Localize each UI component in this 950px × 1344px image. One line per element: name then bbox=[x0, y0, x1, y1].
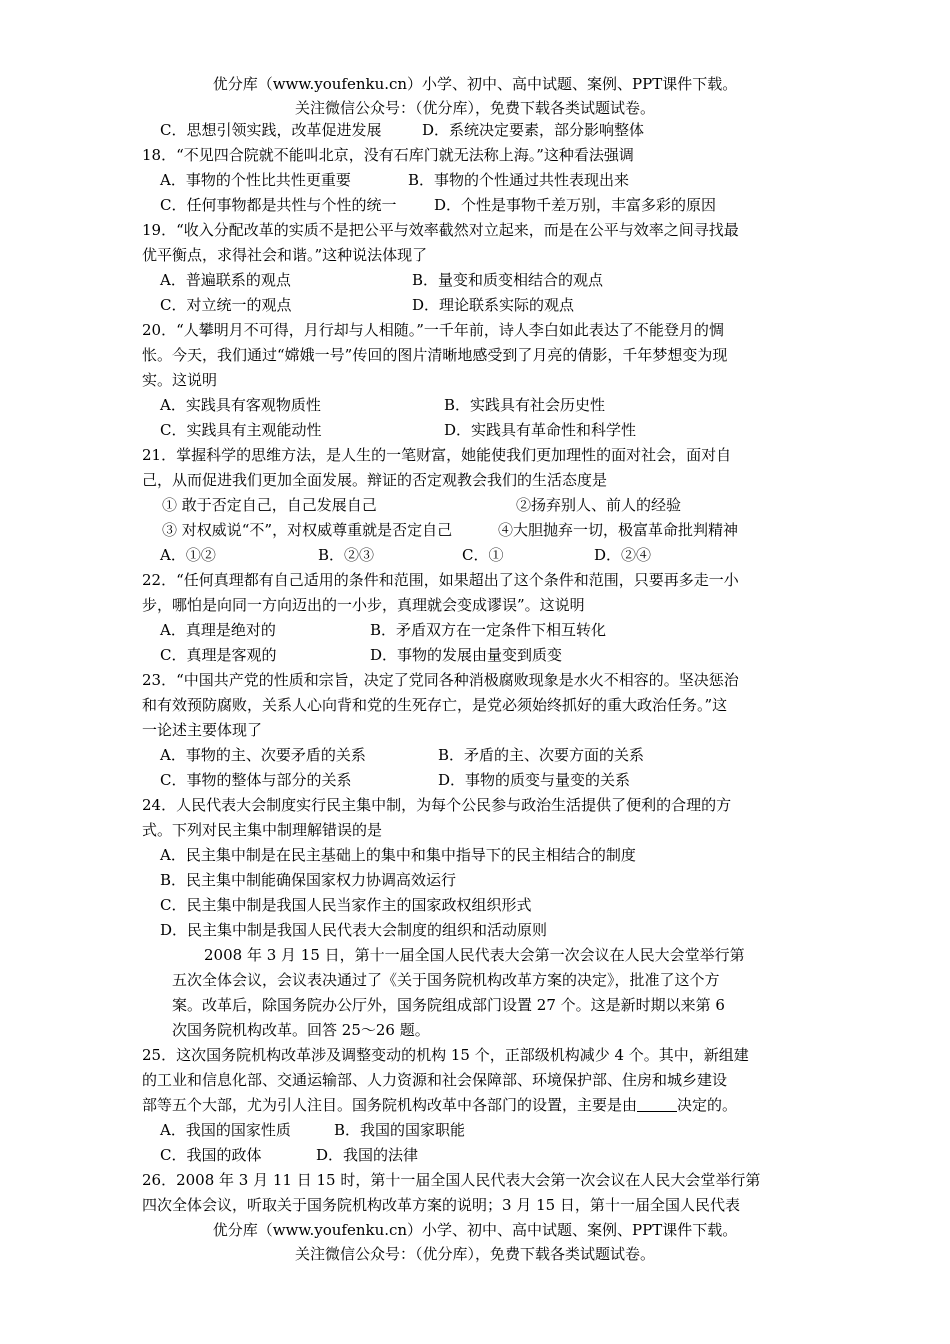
q21-stem-2: 己，从而促进我们更加全面发展。辩证的否定观教会我们的生活态度是 bbox=[142, 471, 608, 489]
q20-option-d: D．实践具有革命性和科学性 bbox=[444, 421, 637, 439]
q24-stem-2: 式。下列对民主集中制理解错误的是 bbox=[142, 821, 383, 839]
q24-option-a: A．民主集中制是在民主基础上的集中和集中指导下的民主相结合的制度 bbox=[160, 846, 636, 864]
q24-option-d: D．民主集中制是我国人民代表大会制度的组织和活动原则 bbox=[160, 921, 548, 939]
q25-option-a: A．我国的国家性质 bbox=[160, 1121, 291, 1139]
q21-item-4: ④大胆抛弃一切，极富革命批判精神 bbox=[498, 521, 739, 539]
q21-option-c: C．① bbox=[462, 546, 504, 564]
q26-stem-1: 26．2008 年 3 月 11 日 15 时，第十一届全国人民代表大会第一次会议在人民大会堂举行第 bbox=[142, 1171, 761, 1189]
q25-options-ab bbox=[142, 1118, 812, 1143]
q20-options-cd bbox=[142, 418, 812, 443]
q24-stem-1: 24．人民代表大会制度实行民主集中制，为每个公民参与政治生活提供了便利的合理的方 bbox=[142, 796, 732, 814]
passage-line-4: 次国务院机构改革。回答 25～26 题。 bbox=[172, 1021, 430, 1039]
q21-option-d: D．②④ bbox=[594, 546, 652, 564]
q24-option-b: B．民主集中制能确保国家权力协调高效运行 bbox=[160, 871, 457, 889]
q26-stem-2: 四次全体会议，听取关于国务院机构改革方案的说明；3 月 15 日，第十一届全国人民代表 bbox=[142, 1196, 740, 1214]
q23-option-b: B．矛盾的主、次要方面的关系 bbox=[438, 746, 645, 764]
q19-option-b: B．量变和质变相结合的观点 bbox=[412, 271, 604, 289]
q20-stem-3: 实。这说明 bbox=[142, 371, 218, 389]
q17-option-c: C．思想引领实践，改革促进发展 bbox=[160, 121, 382, 139]
q25-stem-1: 25．这次国务院机构改革涉及调整变动的机构 15 个，正部级机构减少 4 个。其中，新组建 bbox=[142, 1046, 749, 1064]
q18-option-d: D．个性是事物千差万别，丰富多彩的原因 bbox=[434, 196, 717, 214]
q18-option-b: B．事物的个性通过共性表现出来 bbox=[408, 171, 630, 189]
q23-stem-3: 一论述主要体现了 bbox=[142, 721, 263, 739]
answer-blank bbox=[637, 1097, 677, 1112]
q18-stem: 18．“不见四合院就不能叫北京，没有石库门就无法称上海。”这种看法强调 bbox=[142, 146, 634, 164]
q21-items-12 bbox=[142, 493, 812, 518]
q22-option-d: D．事物的发展由量变到质变 bbox=[370, 646, 563, 664]
q22-options-ab bbox=[142, 618, 812, 643]
q19-option-c: C．对立统一的观点 bbox=[160, 296, 292, 314]
page-footer-line-1: 优分库（www.youfenku.cn）小学、初中、高中试题、案例、PPT课件下载。 bbox=[212, 1221, 738, 1239]
q23-stem-2: 和有效预防腐败，关系人心向背和党的生死存亡，是党必须始终抓好的重大政治任务。”这 bbox=[142, 696, 728, 714]
q23-options-cd bbox=[142, 768, 812, 793]
q18-option-c: C．任何事物都是共性与个性的统一 bbox=[160, 196, 397, 214]
q21-option-a: A．①② bbox=[160, 546, 216, 564]
q25-stem-3-before: 部等五个大部，尤为引人注目。国务院机构改革中各部门的设置，主要是由 bbox=[142, 1096, 638, 1114]
q21-stem-1: 21．掌握科学的思维方法，是人生的一笔财富，她能使我们更加理性的面对社会，面对自 bbox=[142, 446, 732, 464]
q20-option-c: C．实践具有主观能动性 bbox=[160, 421, 322, 439]
q22-option-c: C．真理是客观的 bbox=[160, 646, 277, 664]
q25-option-c: C．我国的政体 bbox=[160, 1146, 262, 1164]
question-content bbox=[142, 118, 812, 1218]
q20-stem-2: 怅。今天，我们通过“嫦娥一号”传回的图片清晰地感受到了月亮的倩影，千年梦想变为现 bbox=[142, 346, 728, 364]
q22-options-cd bbox=[142, 643, 812, 668]
q19-stem-2: 优平衡点，求得社会和谐。”这种说法体现了 bbox=[142, 246, 428, 264]
q18-option-a: A．事物的个性比共性更重要 bbox=[160, 171, 351, 189]
q24-option-c: C．民主集中制是我国人民当家作主的国家政权组织形式 bbox=[160, 896, 532, 914]
q23-option-c: C．事物的整体与部分的关系 bbox=[160, 771, 352, 789]
q23-options-ab bbox=[142, 743, 812, 768]
q25-stem-2: 的工业和信息化部、交通运输部、人力资源和社会保障部、环境保护部、住房和城乡建设 bbox=[142, 1071, 728, 1089]
q22-stem-1: 22．“任何真理都有自己适用的条件和范围，如果超出了这个条件和范围，只要再多走一小 bbox=[142, 571, 739, 589]
q25-option-d: D．我国的法律 bbox=[316, 1146, 419, 1164]
q20-option-a: A．实践具有客观物质性 bbox=[160, 396, 321, 414]
passage-line-1: 2008 年 3 月 15 日，第十一届全国人民代表大会第一次会议在人民大会堂举行第 bbox=[204, 946, 745, 964]
passage-line-2: 五次全体会议，会议表决通过了《关于国务院机构改革方案的决定》，批准了这个方 bbox=[172, 971, 720, 989]
page-footer-line-2: 关注微信公众号：（优分库），免费下载各类试题试卷。 bbox=[294, 1245, 655, 1263]
q21-items-34 bbox=[142, 518, 812, 543]
q25-stem-3-after: 决定的。 bbox=[677, 1096, 738, 1114]
q25-options-cd bbox=[142, 1143, 812, 1168]
q17-option-d: D．系统决定要素，部分影响整体 bbox=[422, 121, 645, 139]
q17-options-cd bbox=[142, 118, 812, 143]
q20-stem-1: 20．“人攀明月不可得，月行却与人相随。”一千年前，诗人李白如此表达了不能登月的惆 bbox=[142, 321, 724, 339]
q22-stem-2: 步，哪怕是向同一方向迈出的一小步，真理就会变成谬误”。这说明 bbox=[142, 596, 585, 614]
q23-option-d: D．事物的质变与量变的关系 bbox=[438, 771, 631, 789]
q19-options-cd bbox=[142, 293, 812, 318]
q22-option-b: B．矛盾双方在一定条件下相互转化 bbox=[370, 621, 607, 639]
q18-options-ab bbox=[142, 168, 812, 193]
q21-options bbox=[142, 543, 812, 568]
q19-option-a: A．普遍联系的观点 bbox=[160, 271, 291, 289]
q20-option-b: B．实践具有社会历史性 bbox=[444, 396, 606, 414]
page-header-line-1: 优分库（www.youfenku.cn）小学、初中、高中试题、案例、PPT课件下载。 bbox=[212, 75, 738, 93]
q19-stem-1: 19．“收入分配改革的实质不是把公平与效率截然对立起来，而是在公平与效率之间寻找最 bbox=[142, 221, 739, 239]
q23-stem-1: 23．“中国共产党的性质和宗旨，决定了党同各种消极腐败现象是水火不相容的。坚决惩治 bbox=[142, 671, 739, 689]
q19-options-ab bbox=[142, 268, 812, 293]
q20-options-ab bbox=[142, 393, 812, 418]
q21-option-b: B．②③ bbox=[318, 546, 375, 564]
q18-options-cd bbox=[142, 193, 812, 218]
passage-line-3: 案。改革后，除国务院办公厅外，国务院组成部门设置 27 个。这是新时期以来第 6 bbox=[172, 996, 725, 1014]
q19-option-d: D．理论联系实际的观点 bbox=[412, 296, 575, 314]
q25-stem-3 bbox=[142, 1093, 812, 1118]
q21-item-3: ③ 对权威说“不”，对权威尊重就是否定自己 bbox=[162, 521, 453, 539]
q25-option-b: B．我国的国家职能 bbox=[334, 1121, 466, 1139]
q23-option-a: A．事物的主、次要矛盾的关系 bbox=[160, 746, 366, 764]
q21-item-1: ① 敢于否定自己，自己发展自己 bbox=[162, 496, 377, 514]
q21-item-2: ②扬弃别人、前人的经验 bbox=[516, 496, 682, 514]
q22-option-a: A．真理是绝对的 bbox=[160, 621, 276, 639]
page-header-line-2: 关注微信公众号：（优分库），免费下载各类试题试卷。 bbox=[294, 99, 655, 117]
